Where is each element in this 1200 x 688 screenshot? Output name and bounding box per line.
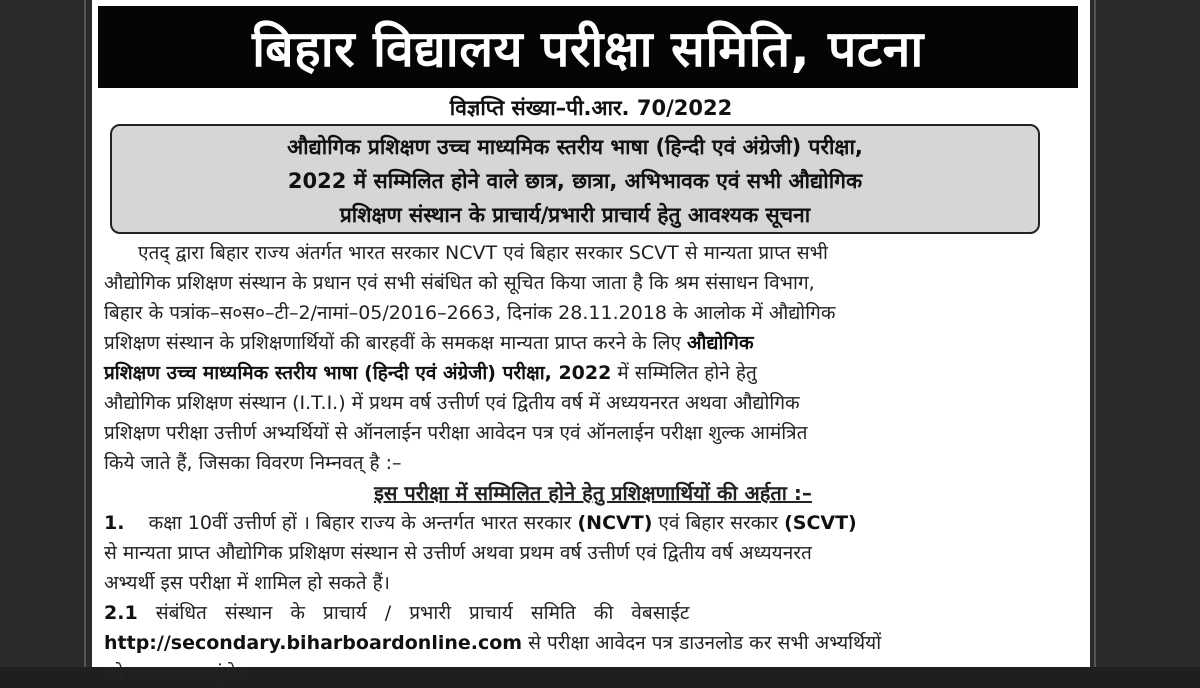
paragraph-text: में सम्मिलित होने हेतु (611, 362, 757, 384)
point-text: संबंधित संस्थान के प्राचार्य / प्रभारी प्राचार्य समिति की वेबसाईट (155, 602, 690, 624)
point-2-1-line: को उपलब्ध कराएंगे। (104, 662, 244, 684)
point-1-line (104, 508, 1082, 538)
frame-divider (84, 0, 86, 667)
paragraph-line: औद्योगिक प्रशिक्षण संस्थान (I.T.I.) में प्रथम वर्ष उत्तीर्ण एवं द्वितीय वर्ष में अध्ययनरत अथवा औद्योगिक (104, 392, 800, 414)
left-frame (0, 0, 92, 667)
point-text: एवं बिहार सरकार (652, 512, 785, 534)
ncvt-label: (NCVT) (577, 512, 653, 534)
paragraph-line: किये जाते हैं, जिसका विवरण निम्नवत् है :– (104, 452, 402, 474)
exam-name: प्रशिक्षण उच्च माध्यमिक स्तरीय भाषा (हिन्दी एवं अंग्रेजी) परीक्षा, 2022 (104, 362, 612, 384)
paragraph-line: प्रशिक्षण परीक्षा उत्तीर्ण अभ्यर्थियों से ऑनलाईन परीक्षा आवेदन पत्र एवं ऑनलाईन परीक्षा शुल्क आमंत्रित (104, 422, 808, 444)
point-1-line: अभ्यर्थी इस परीक्षा में शामिल हो सकते हैं। (104, 572, 390, 594)
frame-divider (1094, 0, 1096, 667)
paragraph-line: एतद् द्वारा बिहार राज्य अंतर्गत भारत सरकार NCVT एवं बिहार सरकार SCVT से मान्यता प्राप्त सभी (138, 242, 828, 264)
subject-line: औद्योगिक प्रशिक्षण उच्च माध्यमिक स्तरीय भाषा (हिन्दी एवं अंग्रेजी) परीक्षा, (287, 135, 863, 159)
eligibility-heading-text: इस परीक्षा में सम्मिलित होने हेतु प्रशिक्षणार्थियों की अर्हता :– (374, 481, 812, 505)
paragraph-line: बिहार के पत्रांक–स०स०–टी–2/नामां–05/2016–2663, दिनांक 28.11.2018 के आलोक में औद्योगिक (104, 302, 836, 324)
paragraph-line: औद्योगिक प्रशिक्षण संस्थान के प्रधान एवं सभी संबंधित को सूचित किया जाता है कि श्रम संसाधन विभाग, (104, 272, 815, 294)
right-frame (1090, 0, 1200, 667)
website-link[interactable]: http://secondary.biharboardonline.com (104, 632, 523, 654)
point-text: से परीक्षा आवेदन पत्र डाउनलोड कर सभी अभ्यर्थियों (522, 632, 882, 654)
notice-header: बिहार विद्यालय परीक्षा समिति, पटना (98, 6, 1078, 88)
paragraph-line (104, 328, 1082, 358)
notice-page (92, 0, 1090, 684)
point-number: 2.1 (104, 602, 138, 624)
scvt-label: (SCVT) (784, 512, 857, 534)
point-2-1-line (104, 628, 1082, 658)
point-text: कक्षा 10वीं उत्तीर्ण हों । बिहार राज्य के अन्तर्गत भारत सरकार (148, 512, 578, 534)
notice-number: विज्ञप्ति संख्या–पी.आर. 70/2022 (449, 96, 733, 120)
eligibility-heading (104, 478, 1082, 508)
paragraph-bold-text: औद्योगिक (687, 332, 754, 354)
paragraph-line (104, 358, 1082, 388)
subject-line: 2022 में सम्मिलित होने वाले छात्र, छात्रा, अभिभावक एवं सभी औद्योगिक (287, 169, 863, 193)
notice-body (104, 238, 1082, 688)
point-number: 1. (104, 512, 125, 534)
paragraph-text: प्रशिक्षण संस्थान के प्रशिक्षणार्थियों की बारहवीं के समकक्ष मान्यता प्राप्त करने के लिए (104, 332, 688, 354)
subject-line: प्रशिक्षण संस्थान के प्राचार्य/प्रभारी प्राचार्य हेतु आवश्यक सूचना (339, 203, 811, 227)
point-1-line: से मान्यता प्राप्त औद्योगिक प्रशिक्षण संस्थान से उत्तीर्ण अथवा प्रथम वर्ष उत्तीर्ण एवं द्वितीय वर्ष अध्ययनरत (104, 542, 812, 564)
subject-box (110, 124, 1040, 234)
point-2-1-line (104, 598, 1082, 628)
